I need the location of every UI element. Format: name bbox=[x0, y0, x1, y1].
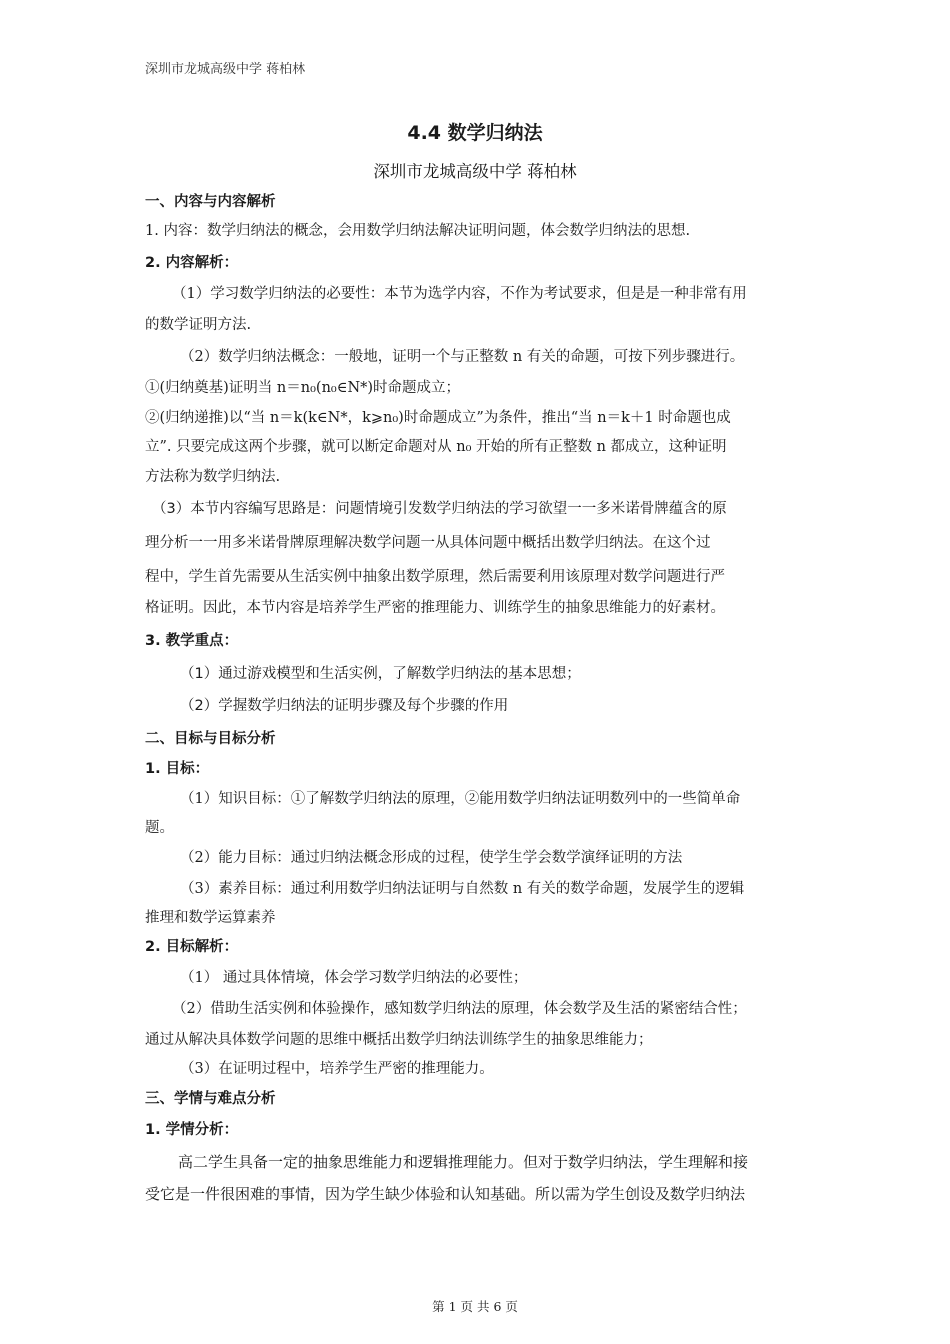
section-heading-1: 一、内容与内容解析 bbox=[145, 194, 276, 210]
page-header: 深圳市龙城高级中学 蒋柏林 bbox=[145, 62, 306, 77]
section-heading-2: 二、目标与目标分析 bbox=[145, 731, 276, 747]
paragraph-line: 受它是一件很困难的事情，因为学生缺少体验和认知基础。所以需为学生创设及数学归纳法 bbox=[145, 1185, 746, 1203]
paragraph-line: （3）本节内容编写思路是：问题情境引发数学归纳法的学习欲望一一多米诺骨牌蕴含的原 bbox=[152, 501, 727, 517]
paragraph-line: （3）素养目标：通过利用数学归纳法证明与自然数 n 有关的数学命题，发展学生的逻辑 bbox=[180, 881, 745, 897]
paragraph-line: 通过从解决具体数学问题的思维中概括出数学归纳法训练学生的抽象思维能力； bbox=[145, 1032, 653, 1048]
paragraph-line: 程中，学生首先需要从生活实例中抽象出数学原理，然后需要利用该原理对数学问题进行严 bbox=[145, 569, 725, 585]
paragraph-line: ①(归纳奠基)证明当 n＝n₀(n₀∈N*)时命题成立； bbox=[145, 380, 461, 396]
subsection-heading: 2. 目标解析： bbox=[145, 939, 239, 955]
subsection-heading: 3. 教学重点： bbox=[145, 633, 239, 649]
paragraph-line: （1）知识目标：①了解数学归纳法的原理，②能用数学归纳法证明数列中的一些简单命 bbox=[180, 791, 741, 807]
paragraph-line: 理分析一一用多米诺骨牌原理解决数学问题一从具体问题中概括出数学归纳法。在这个过 bbox=[145, 535, 711, 551]
paragraph-line: 1. 内容：数学归纳法的概念，会用数学归纳法解决证明问题，体会数学归纳法的思想. bbox=[145, 223, 691, 239]
paragraph-line: 方法称为数学归纳法. bbox=[145, 469, 281, 485]
paragraph-line: （2）数学归纳法概念：一般地，证明一个与正整数 n 有关的命题，可按下列步骤进行。 bbox=[180, 349, 745, 365]
subsection-heading: 1. 目标： bbox=[145, 761, 210, 777]
subsection-heading: 1. 学情分析： bbox=[145, 1122, 239, 1138]
subsection-heading: 2. 内容解析： bbox=[145, 255, 239, 271]
paragraph-line: （2）能力目标：通过归纳法概念形成的过程，使学生学会数学演绎证明的方法 bbox=[180, 850, 683, 866]
paragraph-line: 题。 bbox=[145, 820, 174, 836]
paragraph-line: 格证明。因此，本节内容是培养学生严密的推理能力、训练学生的抽象思维能力的好素材。 bbox=[145, 600, 725, 616]
paragraph-line: 推理和数学运算素养 bbox=[145, 910, 276, 926]
document-title: 4.4 数学归纳法 bbox=[407, 122, 543, 144]
section-heading-3: 三、学情与难点分析 bbox=[145, 1091, 276, 1107]
paragraph-line: 高二学生具备一定的抽象思维能力和逻辑推理能力。但对于数学归纳法，学生理解和接 bbox=[178, 1153, 749, 1171]
paragraph-line: （1）通过游戏模型和生活实例，了解数学归纳法的基本思想； bbox=[180, 666, 581, 682]
paragraph-line: （2）学握数学归纳法的证明步骤及每个步骤的作用 bbox=[180, 698, 509, 714]
paragraph-line: （3）在证明过程中，培养学生严密的推理能力。 bbox=[180, 1061, 494, 1077]
paragraph-line: （1） 通过具体情境，体会学习数学归纳法的必要性； bbox=[180, 970, 528, 986]
document-author: 深圳市龙城高级中学 蒋柏林 bbox=[373, 162, 577, 181]
paragraph-line: （2）借助生活实例和体验操作，感知数学归纳法的原理，体会数学及生活的紧密结合性； bbox=[172, 1001, 747, 1017]
paragraph-line: ②(归纳递推)以“当 n＝k(k∈N*，k⩾n₀)时命题成立”为条件，推出“当 n＝k＋1 时命题也成 bbox=[145, 410, 731, 426]
paragraph-line: 立”. 只要完成这两个步骤，就可以断定命题对从 n₀ 开始的所有正整数 n 都成立，这种证明 bbox=[145, 439, 727, 455]
paragraph-line: （1）学习数学归纳法的必要性：本节为选学内容，不作为考试要求，但是是一种非常有用 bbox=[172, 286, 747, 302]
paragraph-line: 的数学证明方法. bbox=[145, 317, 252, 333]
page-footer: 第 1 页 共 6 页 bbox=[432, 1299, 518, 1314]
